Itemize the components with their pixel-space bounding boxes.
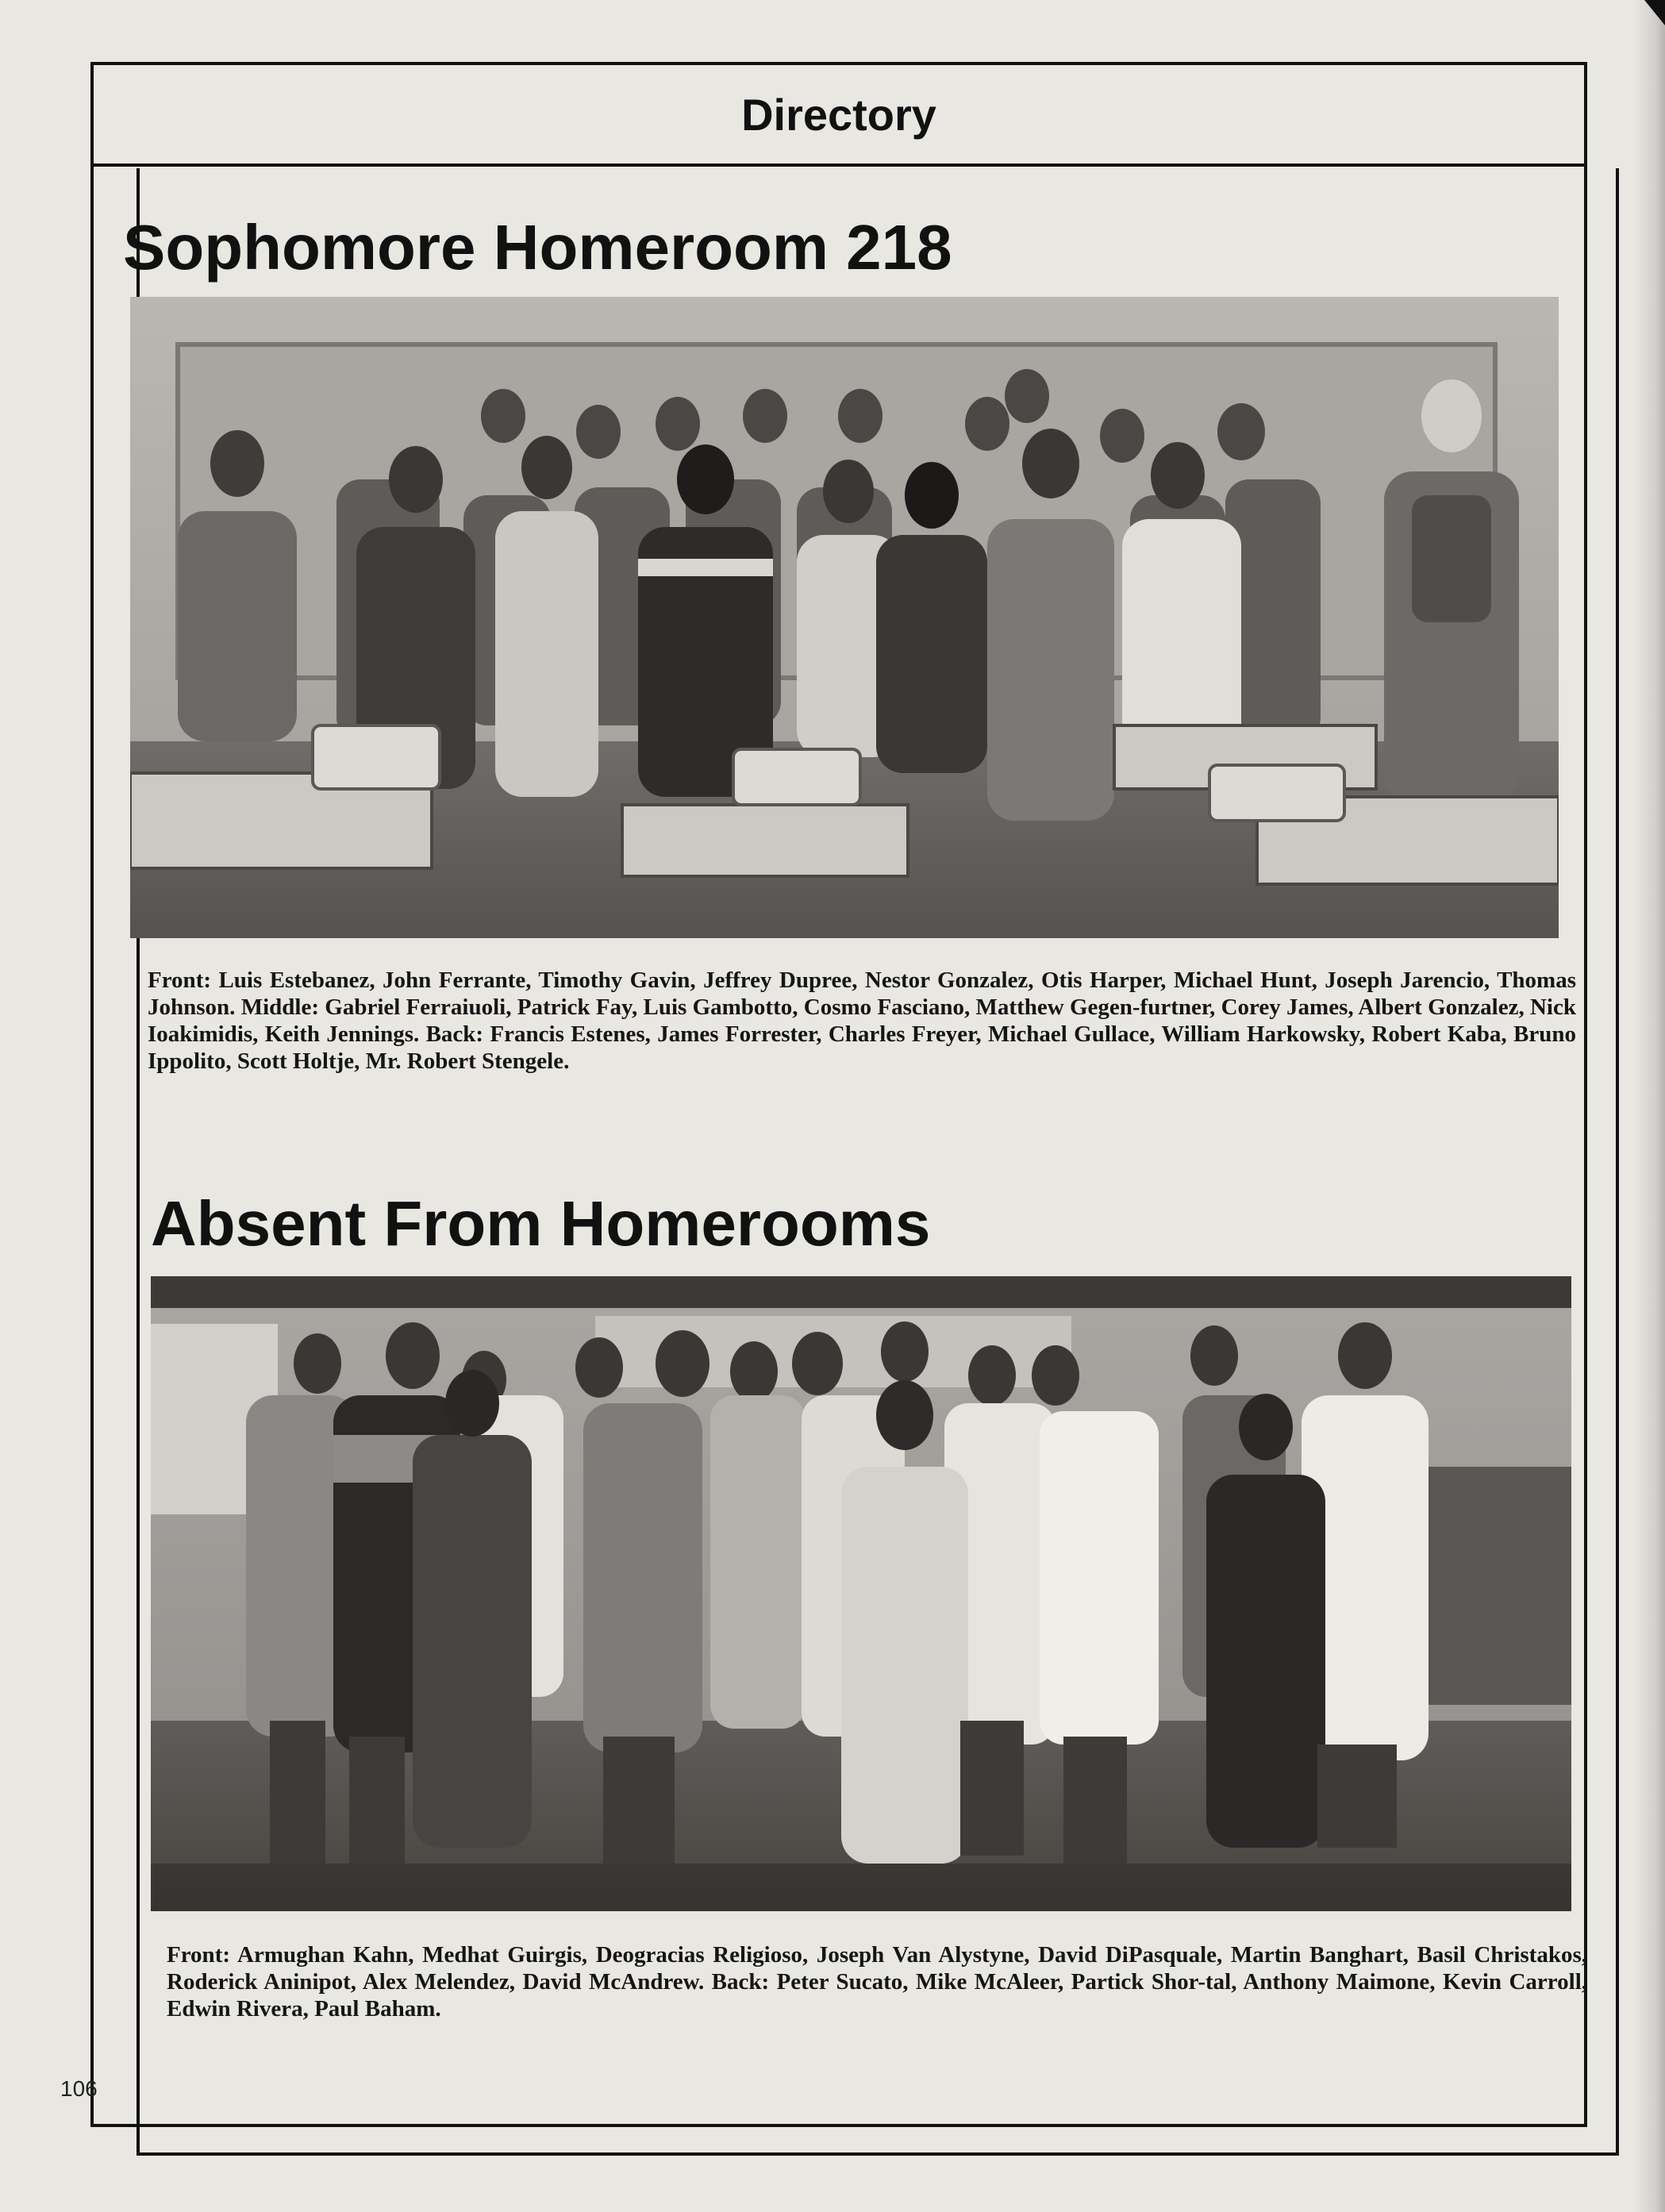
absent-caption: Front: Armughan Kahn, Medhat Guirgis, Deogracias Religioso, Joseph Van Alystyne, David DiPasquale, Martin Banghart, Basil Christakos, Roderick Aninipot, Alex Melendez, David McAndrew. Back: Peter Sucato, Mike McAleer, Partick Shor-tal, Anthony Maimone, Kevin Carroll, Edwin Rivera, Paul Baham. bbox=[167, 1942, 1587, 2022]
page-number: 106 bbox=[60, 2076, 98, 2101]
page-title: Directory bbox=[741, 89, 936, 140]
homeroom-218-group-photo bbox=[130, 297, 1559, 938]
section-heading-absent: Absent From Homerooms bbox=[151, 1188, 931, 1259]
page-edge-shadow bbox=[1633, 0, 1665, 2212]
corner-mark bbox=[1644, 0, 1665, 25]
section-heading-homeroom-218: Sophomore Homeroom 218 bbox=[123, 212, 952, 283]
absent-students-group-photo bbox=[151, 1276, 1571, 1911]
directory-header bbox=[94, 65, 1584, 167]
homeroom-218-caption: Front: Luis Estebanez, John Ferrante, Timothy Gavin, Jeffrey Dupree, Nestor Gonzalez, Otis Harper, Michael Hunt, Joseph Jarencio, Thomas Johnson. Middle: Gabriel Ferraiuoli, Patrick Fay, Luis Gambotto, Cosmo Fasciano, Matthew Gegen-furtner, Corey James, Albert Gonzalez, Nick Ioakimidis, Keith Jennings. Back: Francis Estenes, James Forrester, Charles Freyer, Michael Gullace, William Harkowsky, Robert Kaba, Bruno Ippolito, Scott Holtje, Mr. Robert Stengele. bbox=[148, 968, 1576, 1074]
